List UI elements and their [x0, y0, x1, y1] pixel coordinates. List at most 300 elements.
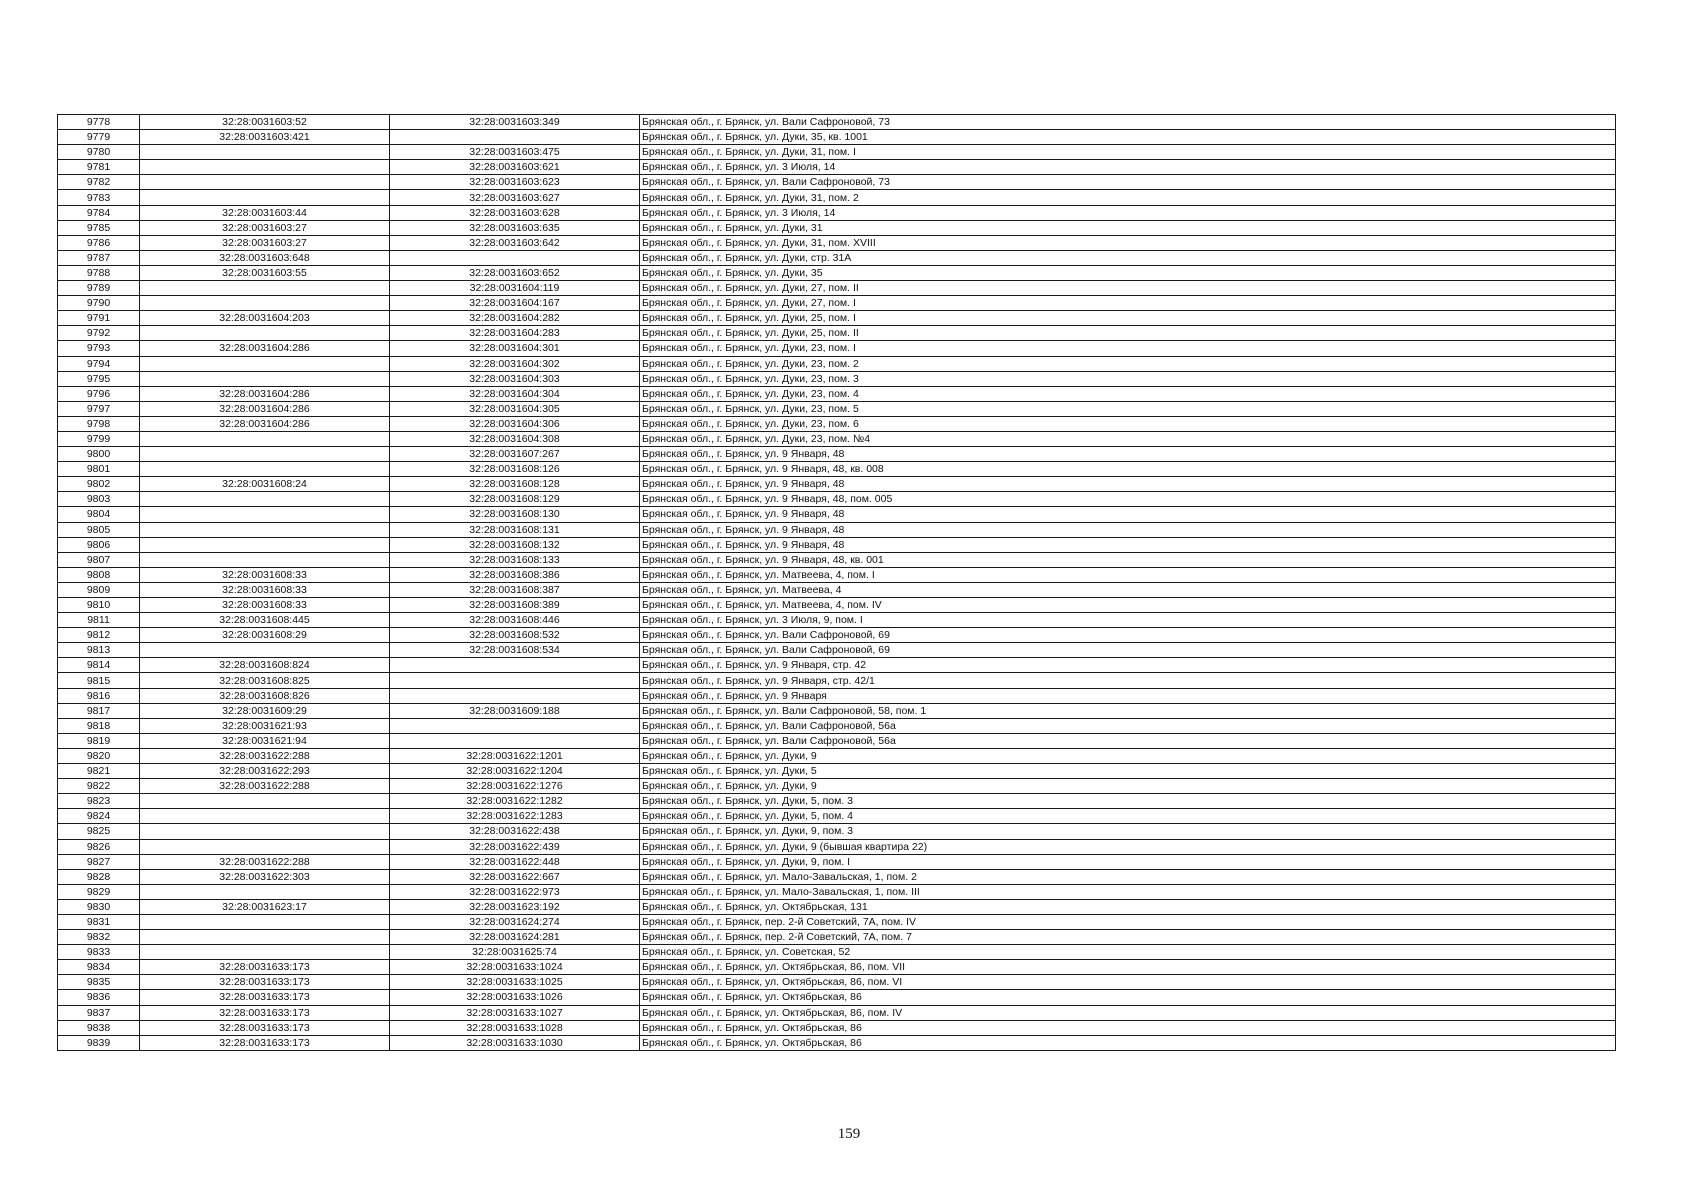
cadastral-number-cell: 32:28:0031604:303	[390, 371, 640, 386]
table-row	[58, 220, 1616, 235]
address-cell: Брянская обл., г. Брянск, ул. Октябрьская, 86	[640, 1035, 1616, 1050]
table-row	[58, 914, 1616, 929]
cadastral-number-cell: 32:28:0031603:628	[390, 205, 640, 220]
address-cell: Брянская обл., г. Брянск, ул. Дуки, 25, пом. II	[640, 326, 1616, 341]
address-cell: Брянская обл., г. Брянск, ул. 9 Января, 48	[640, 447, 1616, 462]
row-number-cell: 9813	[58, 643, 140, 658]
address-cell: Брянская обл., г. Брянск, ул. 9 Января, 48	[640, 522, 1616, 537]
parent-cadastral-number-cell: 32:28:0031604:286	[140, 386, 390, 401]
cadastral-number-cell	[390, 250, 640, 265]
address-cell: Брянская обл., г. Брянск, ул. Советская, 52	[640, 945, 1616, 960]
cadastral-number-cell: 32:28:0031622:1201	[390, 748, 640, 763]
row-number-cell: 9808	[58, 567, 140, 582]
row-number-cell: 9828	[58, 869, 140, 884]
address-cell: Брянская обл., г. Брянск, ул. Матвеева, 4, пом. I	[640, 567, 1616, 582]
cadastral-number-cell: 32:28:0031608:389	[390, 598, 640, 613]
table-row	[58, 567, 1616, 582]
cadastral-number-cell: 32:28:0031603:635	[390, 220, 640, 235]
parent-cadastral-number-cell: 32:28:0031604:286	[140, 401, 390, 416]
parent-cadastral-number-cell: 32:28:0031608:826	[140, 688, 390, 703]
row-number-cell: 9798	[58, 416, 140, 431]
address-cell: Брянская обл., г. Брянск, ул. Октябрьская, 86, пом. IV	[640, 1005, 1616, 1020]
cadastral-number-cell: 32:28:0031633:1028	[390, 1020, 640, 1035]
parent-cadastral-number-cell	[140, 522, 390, 537]
row-number-cell: 9782	[58, 175, 140, 190]
table-row	[58, 824, 1616, 839]
address-cell: Брянская обл., г. Брянск, ул. 9 Января, 48, пом. 005	[640, 492, 1616, 507]
address-cell: Брянская обл., г. Брянск, ул. 9 Января, стр. 42	[640, 658, 1616, 673]
cadastral-number-cell: 32:28:0031603:349	[390, 115, 640, 130]
address-cell: Брянская обл., г. Брянск, ул. Вали Сафроновой, 69	[640, 643, 1616, 658]
table-row	[58, 899, 1616, 914]
cadastral-number-cell: 32:28:0031604:304	[390, 386, 640, 401]
parent-cadastral-number-cell: 32:28:0031608:33	[140, 567, 390, 582]
cadastral-number-cell	[390, 718, 640, 733]
cadastral-number-cell: 32:28:0031622:1283	[390, 809, 640, 824]
table-row	[58, 265, 1616, 280]
table-row	[58, 643, 1616, 658]
table-row	[58, 613, 1616, 628]
cadastral-number-cell: 32:28:0031608:133	[390, 552, 640, 567]
parent-cadastral-number-cell	[140, 930, 390, 945]
cadastral-number-cell: 32:28:0031604:119	[390, 281, 640, 296]
row-number-cell: 9837	[58, 1005, 140, 1020]
parent-cadastral-number-cell	[140, 643, 390, 658]
row-number-cell: 9832	[58, 930, 140, 945]
cadastral-number-cell: 32:28:0031608:131	[390, 522, 640, 537]
cadastral-number-cell: 32:28:0031622:973	[390, 884, 640, 899]
row-number-cell: 9794	[58, 356, 140, 371]
row-number-cell: 9806	[58, 537, 140, 552]
parent-cadastral-number-cell: 32:28:0031622:288	[140, 748, 390, 763]
parent-cadastral-number-cell: 32:28:0031603:27	[140, 220, 390, 235]
parent-cadastral-number-cell	[140, 145, 390, 160]
row-number-cell: 9804	[58, 507, 140, 522]
cadastral-number-cell: 32:28:0031624:281	[390, 930, 640, 945]
cadastral-number-cell: 32:28:0031604:302	[390, 356, 640, 371]
parent-cadastral-number-cell: 32:28:0031603:44	[140, 205, 390, 220]
row-number-cell: 9797	[58, 401, 140, 416]
cadastral-number-cell: 32:28:0031608:128	[390, 477, 640, 492]
parent-cadastral-number-cell: 32:28:0031604:286	[140, 416, 390, 431]
table-row	[58, 839, 1616, 854]
row-number-cell: 9839	[58, 1035, 140, 1050]
parent-cadastral-number-cell	[140, 809, 390, 824]
row-number-cell: 9815	[58, 673, 140, 688]
parent-cadastral-number-cell: 32:28:0031622:288	[140, 779, 390, 794]
parent-cadastral-number-cell: 32:28:0031603:648	[140, 250, 390, 265]
table-row	[58, 869, 1616, 884]
address-cell: Брянская обл., г. Брянск, ул. 9 Января, 48	[640, 537, 1616, 552]
parent-cadastral-number-cell	[140, 824, 390, 839]
row-number-cell: 9779	[58, 130, 140, 145]
parent-cadastral-number-cell: 32:28:0031633:173	[140, 1005, 390, 1020]
parent-cadastral-number-cell: 32:28:0031633:173	[140, 1035, 390, 1050]
parent-cadastral-number-cell	[140, 537, 390, 552]
table-row	[58, 235, 1616, 250]
address-cell: Брянская обл., г. Брянск, ул. Дуки, 35, кв. 1001	[640, 130, 1616, 145]
parent-cadastral-number-cell: 32:28:0031604:203	[140, 311, 390, 326]
row-number-cell: 9836	[58, 990, 140, 1005]
cadastral-number-cell	[390, 673, 640, 688]
row-number-cell: 9811	[58, 613, 140, 628]
parent-cadastral-number-cell	[140, 431, 390, 446]
cadastral-number-cell	[390, 658, 640, 673]
table-row	[58, 371, 1616, 386]
table-row	[58, 431, 1616, 446]
parent-cadastral-number-cell	[140, 945, 390, 960]
cadastral-number-cell: 32:28:0031603:627	[390, 190, 640, 205]
table-row	[58, 960, 1616, 975]
table-row	[58, 341, 1616, 356]
parent-cadastral-number-cell: 32:28:0031609:29	[140, 703, 390, 718]
cadastral-number-cell: 32:28:0031608:129	[390, 492, 640, 507]
address-cell: Брянская обл., г. Брянск, ул. Дуки, 31, пом. 2	[640, 190, 1616, 205]
row-number-cell: 9805	[58, 522, 140, 537]
row-number-cell: 9833	[58, 945, 140, 960]
table-row	[58, 748, 1616, 763]
table-row	[58, 416, 1616, 431]
parent-cadastral-number-cell: 32:28:0031621:94	[140, 733, 390, 748]
cadastral-number-cell: 32:28:0031622:439	[390, 839, 640, 854]
parent-cadastral-number-cell: 32:28:0031608:824	[140, 658, 390, 673]
row-number-cell: 9780	[58, 145, 140, 160]
parent-cadastral-number-cell	[140, 462, 390, 477]
row-number-cell: 9825	[58, 824, 140, 839]
address-cell: Брянская обл., г. Брянск, ул. Вали Сафроновой, 73	[640, 175, 1616, 190]
cadastral-number-cell: 32:28:0031622:1282	[390, 794, 640, 809]
table-row	[58, 764, 1616, 779]
parent-cadastral-number-cell	[140, 794, 390, 809]
table-row	[58, 130, 1616, 145]
table-row	[58, 281, 1616, 296]
row-number-cell: 9822	[58, 779, 140, 794]
cadastral-number-cell: 32:28:0031604:305	[390, 401, 640, 416]
row-number-cell: 9788	[58, 265, 140, 280]
address-cell: Брянская обл., г. Брянск, ул. Вали Сафроновой, 58, пом. 1	[640, 703, 1616, 718]
table-row	[58, 507, 1616, 522]
parent-cadastral-number-cell	[140, 326, 390, 341]
cadastral-number-cell: 32:28:0031608:130	[390, 507, 640, 522]
row-number-cell: 9786	[58, 235, 140, 250]
address-cell: Брянская обл., г. Брянск, ул. Мало-Завальская, 1, пом. 2	[640, 869, 1616, 884]
table-row	[58, 598, 1616, 613]
cadastral-number-cell: 32:28:0031608:132	[390, 537, 640, 552]
address-cell: Брянская обл., г. Брянск, ул. 9 Января, 48, кв. 008	[640, 462, 1616, 477]
cadastral-number-cell: 32:28:0031622:1204	[390, 764, 640, 779]
table-row	[58, 447, 1616, 462]
table-row	[58, 794, 1616, 809]
row-number-cell: 9823	[58, 794, 140, 809]
parent-cadastral-number-cell	[140, 552, 390, 567]
parent-cadastral-number-cell: 32:28:0031633:173	[140, 990, 390, 1005]
parent-cadastral-number-cell	[140, 507, 390, 522]
parent-cadastral-number-cell	[140, 190, 390, 205]
cadastral-number-cell: 32:28:0031625:74	[390, 945, 640, 960]
cadastral-number-cell: 32:28:0031603:621	[390, 160, 640, 175]
row-number-cell: 9789	[58, 281, 140, 296]
parent-cadastral-number-cell: 32:28:0031621:93	[140, 718, 390, 733]
table-row	[58, 1005, 1616, 1020]
table-row	[58, 688, 1616, 703]
address-cell: Брянская обл., г. Брянск, ул. Дуки, 27, пом. II	[640, 281, 1616, 296]
table-row	[58, 175, 1616, 190]
parent-cadastral-number-cell: 32:28:0031603:421	[140, 130, 390, 145]
address-cell: Брянская обл., г. Брянск, ул. Октябрьская, 86	[640, 990, 1616, 1005]
row-number-cell: 9827	[58, 854, 140, 869]
table-row	[58, 884, 1616, 899]
address-cell: Брянская обл., г. Брянск, ул. Вали Сафроновой, 56а	[640, 733, 1616, 748]
cadastral-number-cell: 32:28:0031604:282	[390, 311, 640, 326]
row-number-cell: 9778	[58, 115, 140, 130]
address-cell: Брянская обл., г. Брянск, ул. Вали Сафроновой, 73	[640, 115, 1616, 130]
parent-cadastral-number-cell: 32:28:0031603:27	[140, 235, 390, 250]
address-cell: Брянская обл., г. Брянск, ул. Дуки, 5, пом. 3	[640, 794, 1616, 809]
cadastral-number-cell	[390, 733, 640, 748]
table-row	[58, 296, 1616, 311]
row-number-cell: 9831	[58, 914, 140, 929]
address-cell: Брянская обл., г. Брянск, пер. 2-й Советский, 7А, пом. 7	[640, 930, 1616, 945]
parent-cadastral-number-cell	[140, 356, 390, 371]
address-cell: Брянская обл., г. Брянск, ул. Дуки, 23, пом. №4	[640, 431, 1616, 446]
address-cell: Брянская обл., г. Брянск, ул. Дуки, 23, пом. 5	[640, 401, 1616, 416]
table-row	[58, 1020, 1616, 1035]
cadastral-number-cell: 32:28:0031603:475	[390, 145, 640, 160]
cadastral-number-cell: 32:28:0031604:306	[390, 416, 640, 431]
cadastral-number-cell: 32:28:0031607:267	[390, 447, 640, 462]
cadastral-number-cell: 32:28:0031633:1027	[390, 1005, 640, 1020]
row-number-cell: 9835	[58, 975, 140, 990]
address-cell: Брянская обл., г. Брянск, ул. Дуки, 9, пом. I	[640, 854, 1616, 869]
row-number-cell: 9784	[58, 205, 140, 220]
address-cell: Брянская обл., г. Брянск, ул. Дуки, 23, пом. I	[640, 341, 1616, 356]
address-cell: Брянская обл., г. Брянск, ул. Дуки, 23, пом. 6	[640, 416, 1616, 431]
parent-cadastral-number-cell: 32:28:0031608:825	[140, 673, 390, 688]
address-cell: Брянская обл., г. Брянск, ул. 9 Января, 48	[640, 507, 1616, 522]
row-number-cell: 9800	[58, 447, 140, 462]
table-row	[58, 733, 1616, 748]
parent-cadastral-number-cell: 32:28:0031633:173	[140, 1020, 390, 1035]
address-cell: Брянская обл., г. Брянск, ул. Октябрьская, 86	[640, 1020, 1616, 1035]
cadastral-number-cell: 32:28:0031608:386	[390, 567, 640, 582]
parent-cadastral-number-cell	[140, 447, 390, 462]
row-number-cell: 9824	[58, 809, 140, 824]
parent-cadastral-number-cell: 32:28:0031603:52	[140, 115, 390, 130]
row-number-cell: 9814	[58, 658, 140, 673]
cadastral-number-cell: 32:28:0031604:301	[390, 341, 640, 356]
row-number-cell: 9792	[58, 326, 140, 341]
registry-table-body	[58, 115, 1616, 1051]
cadastral-number-cell: 32:28:0031603:623	[390, 175, 640, 190]
row-number-cell: 9783	[58, 190, 140, 205]
address-cell: Брянская обл., г. Брянск, ул. 9 Января, 48, кв. 001	[640, 552, 1616, 567]
parent-cadastral-number-cell	[140, 492, 390, 507]
address-cell: Брянская обл., г. Брянск, ул. Дуки, 5, пом. 4	[640, 809, 1616, 824]
table-row	[58, 990, 1616, 1005]
table-row	[58, 160, 1616, 175]
row-number-cell: 9810	[58, 598, 140, 613]
row-number-cell: 9812	[58, 628, 140, 643]
table-row	[58, 250, 1616, 265]
row-number-cell: 9785	[58, 220, 140, 235]
address-cell: Брянская обл., г. Брянск, ул. Дуки, 5	[640, 764, 1616, 779]
address-cell: Брянская обл., г. Брянск, ул. 3 Июля, 14	[640, 205, 1616, 220]
row-number-cell: 9802	[58, 477, 140, 492]
row-number-cell: 9803	[58, 492, 140, 507]
row-number-cell: 9820	[58, 748, 140, 763]
parent-cadastral-number-cell	[140, 160, 390, 175]
cadastral-number-cell: 32:28:0031633:1030	[390, 1035, 640, 1050]
cadastral-number-cell: 32:28:0031622:667	[390, 869, 640, 884]
parent-cadastral-number-cell: 32:28:0031608:29	[140, 628, 390, 643]
row-number-cell: 9817	[58, 703, 140, 718]
address-cell: Брянская обл., г. Брянск, пер. 2-й Советский, 7А, пом. IV	[640, 914, 1616, 929]
cadastral-number-cell: 32:28:0031622:438	[390, 824, 640, 839]
table-row	[58, 462, 1616, 477]
table-row	[58, 205, 1616, 220]
cadastral-number-cell: 32:28:0031608:534	[390, 643, 640, 658]
row-number-cell: 9795	[58, 371, 140, 386]
address-cell: Брянская обл., г. Брянск, ул. Октябрьская, 131	[640, 899, 1616, 914]
address-cell: Брянская обл., г. Брянск, ул. Матвеева, 4, пом. IV	[640, 598, 1616, 613]
parent-cadastral-number-cell: 32:28:0031608:445	[140, 613, 390, 628]
table-row	[58, 930, 1616, 945]
cadastral-number-cell: 32:28:0031624:274	[390, 914, 640, 929]
address-cell: Брянская обл., г. Брянск, ул. Вали Сафроновой, 69	[640, 628, 1616, 643]
row-number-cell: 9809	[58, 582, 140, 597]
address-cell: Брянская обл., г. Брянск, ул. Дуки, 25, пом. I	[640, 311, 1616, 326]
address-cell: Брянская обл., г. Брянск, ул. 3 Июля, 14	[640, 160, 1616, 175]
row-number-cell: 9821	[58, 764, 140, 779]
address-cell: Брянская обл., г. Брянск, ул. Дуки, 27, пом. I	[640, 296, 1616, 311]
table-row	[58, 401, 1616, 416]
table-row	[58, 311, 1616, 326]
page-number: 159	[837, 1126, 861, 1142]
property-registry-table	[57, 114, 1616, 1051]
parent-cadastral-number-cell	[140, 914, 390, 929]
table-row	[58, 522, 1616, 537]
address-cell: Брянская обл., г. Брянск, ул. 9 Января	[640, 688, 1616, 703]
row-number-cell: 9801	[58, 462, 140, 477]
table-row	[58, 703, 1616, 718]
table-row	[58, 673, 1616, 688]
cadastral-number-cell: 32:28:0031623:192	[390, 899, 640, 914]
cadastral-number-cell	[390, 130, 640, 145]
row-number-cell: 9781	[58, 160, 140, 175]
table-row	[58, 115, 1616, 130]
parent-cadastral-number-cell	[140, 281, 390, 296]
table-row	[58, 945, 1616, 960]
cadastral-number-cell: 32:28:0031608:387	[390, 582, 640, 597]
parent-cadastral-number-cell: 32:28:0031622:303	[140, 869, 390, 884]
parent-cadastral-number-cell: 32:28:0031608:33	[140, 582, 390, 597]
parent-cadastral-number-cell: 32:28:0031622:293	[140, 764, 390, 779]
table-row	[58, 854, 1616, 869]
address-cell: Брянская обл., г. Брянск, ул. Дуки, 9	[640, 779, 1616, 794]
row-number-cell: 9826	[58, 839, 140, 854]
row-number-cell: 9816	[58, 688, 140, 703]
row-number-cell: 9829	[58, 884, 140, 899]
cadastral-number-cell: 32:28:0031608:126	[390, 462, 640, 477]
address-cell: Брянская обл., г. Брянск, ул. Дуки, 9 (бывшая квартира 22)	[640, 839, 1616, 854]
table-row	[58, 779, 1616, 794]
parent-cadastral-number-cell	[140, 839, 390, 854]
cadastral-number-cell: 32:28:0031608:532	[390, 628, 640, 643]
address-cell: Брянская обл., г. Брянск, ул. 9 Января, стр. 42/1	[640, 673, 1616, 688]
cadastral-number-cell: 32:28:0031608:446	[390, 613, 640, 628]
parent-cadastral-number-cell: 32:28:0031633:173	[140, 960, 390, 975]
address-cell: Брянская обл., г. Брянск, ул. Вали Сафроновой, 56а	[640, 718, 1616, 733]
parent-cadastral-number-cell	[140, 371, 390, 386]
table-row	[58, 537, 1616, 552]
parent-cadastral-number-cell: 32:28:0031623:17	[140, 899, 390, 914]
row-number-cell: 9793	[58, 341, 140, 356]
table-row	[58, 477, 1616, 492]
address-cell: Брянская обл., г. Брянск, ул. Дуки, 23, пом. 2	[640, 356, 1616, 371]
row-number-cell: 9834	[58, 960, 140, 975]
address-cell: Брянская обл., г. Брянск, ул. Дуки, 31	[640, 220, 1616, 235]
cadastral-number-cell: 32:28:0031604:283	[390, 326, 640, 341]
row-number-cell: 9818	[58, 718, 140, 733]
cadastral-number-cell: 32:28:0031633:1024	[390, 960, 640, 975]
address-cell: Брянская обл., г. Брянск, ул. Дуки, стр. 31А	[640, 250, 1616, 265]
address-cell: Брянская обл., г. Брянск, ул. 3 Июля, 9, пом. I	[640, 613, 1616, 628]
cadastral-number-cell: 32:28:0031603:642	[390, 235, 640, 250]
address-cell: Брянская обл., г. Брянск, ул. Дуки, 9	[640, 748, 1616, 763]
row-number-cell: 9807	[58, 552, 140, 567]
cadastral-number-cell: 32:28:0031633:1025	[390, 975, 640, 990]
parent-cadastral-number-cell: 32:28:0031608:33	[140, 598, 390, 613]
address-cell: Брянская обл., г. Брянск, ул. Мало-Завальская, 1, пом. III	[640, 884, 1616, 899]
cadastral-number-cell: 32:28:0031622:1276	[390, 779, 640, 794]
table-row	[58, 326, 1616, 341]
parent-cadastral-number-cell	[140, 296, 390, 311]
parent-cadastral-number-cell: 32:28:0031622:288	[140, 854, 390, 869]
cadastral-number-cell: 32:28:0031633:1026	[390, 990, 640, 1005]
cadastral-number-cell: 32:28:0031603:652	[390, 265, 640, 280]
row-number-cell: 9791	[58, 311, 140, 326]
row-number-cell: 9819	[58, 733, 140, 748]
cadastral-number-cell: 32:28:0031604:167	[390, 296, 640, 311]
table-row	[58, 809, 1616, 824]
parent-cadastral-number-cell	[140, 884, 390, 899]
table-row	[58, 145, 1616, 160]
address-cell: Брянская обл., г. Брянск, ул. Дуки, 31, пом. XVIII	[640, 235, 1616, 250]
row-number-cell: 9790	[58, 296, 140, 311]
address-cell: Брянская обл., г. Брянск, ул. Октябрьская, 86, пом. VII	[640, 960, 1616, 975]
row-number-cell: 9830	[58, 899, 140, 914]
table-row	[58, 658, 1616, 673]
table-row	[58, 386, 1616, 401]
address-cell: Брянская обл., г. Брянск, ул. Дуки, 31, пом. I	[640, 145, 1616, 160]
table-row	[58, 1035, 1616, 1050]
parent-cadastral-number-cell: 32:28:0031604:286	[140, 341, 390, 356]
parent-cadastral-number-cell: 32:28:0031608:24	[140, 477, 390, 492]
cadastral-number-cell: 32:28:0031604:308	[390, 431, 640, 446]
cadastral-number-cell	[390, 688, 640, 703]
table-row	[58, 190, 1616, 205]
table-row	[58, 975, 1616, 990]
address-cell: Брянская обл., г. Брянск, ул. Дуки, 23, пом. 4	[640, 386, 1616, 401]
table-row	[58, 492, 1616, 507]
address-cell: Брянская обл., г. Брянск, ул. 9 Января, 48	[640, 477, 1616, 492]
row-number-cell: 9787	[58, 250, 140, 265]
address-cell: Брянская обл., г. Брянск, ул. Дуки, 23, пом. 3	[640, 371, 1616, 386]
address-cell: Брянская обл., г. Брянск, ул. Дуки, 35	[640, 265, 1616, 280]
parent-cadastral-number-cell: 32:28:0031603:55	[140, 265, 390, 280]
address-cell: Брянская обл., г. Брянск, ул. Дуки, 9, пом. 3	[640, 824, 1616, 839]
parent-cadastral-number-cell: 32:28:0031633:173	[140, 975, 390, 990]
